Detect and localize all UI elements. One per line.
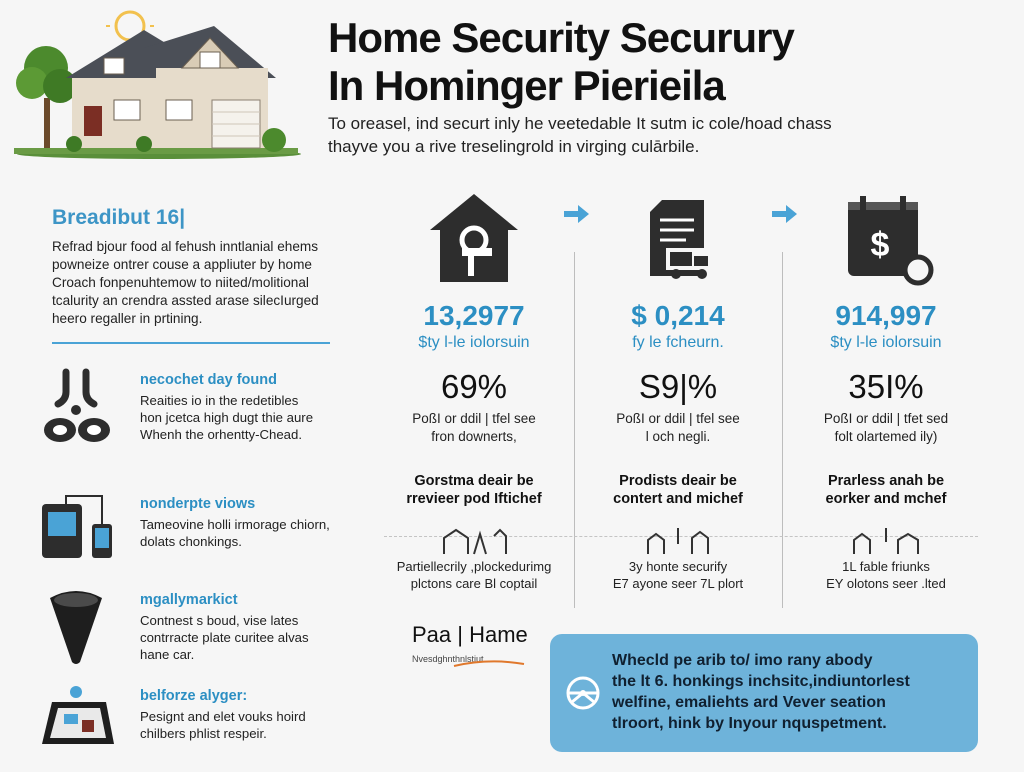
feature-line: Contnest s boud, vise lates bbox=[140, 613, 299, 628]
mini-house-icon bbox=[638, 526, 718, 556]
stat-percent: S9|% bbox=[638, 368, 718, 405]
feature-item bbox=[24, 366, 354, 456]
stat-footnote bbox=[374, 558, 574, 592]
dollar-calendar-icon bbox=[836, 190, 936, 286]
logo-swoosh-icon bbox=[452, 660, 526, 668]
footnote-line: E7 ayone seer 7L plort bbox=[612, 576, 744, 591]
stat-description bbox=[578, 410, 778, 446]
bold-line: rrevieer pod Iftichef bbox=[406, 491, 542, 507]
stat-description bbox=[786, 410, 986, 446]
footnote-line: 3y honte securify bbox=[628, 559, 728, 574]
feature-body bbox=[140, 708, 360, 742]
callout-line: welfine, emaliehts ard Vever seation bbox=[612, 694, 886, 711]
house-lock-icon bbox=[424, 190, 524, 286]
stat-percent: 35I% bbox=[848, 368, 924, 405]
svg-text:$: $ bbox=[870, 226, 890, 264]
page-title bbox=[328, 14, 1018, 110]
brand-logo: Paa | Hame bbox=[412, 622, 528, 647]
footnote-line: EY olotons seer .lted bbox=[826, 576, 946, 591]
feature-body bbox=[140, 392, 360, 443]
feature-body bbox=[140, 612, 360, 663]
callout-box bbox=[550, 634, 978, 752]
description-line: PoßI or ddil | tfet sed bbox=[823, 411, 949, 426]
feature-heading: nonderpte viows bbox=[140, 496, 256, 512]
feature-line: dolats chonkings. bbox=[140, 534, 242, 549]
section-divider bbox=[52, 342, 330, 344]
stat-label: $ty l-le iolorsuin bbox=[418, 334, 530, 351]
mini-house-icon bbox=[434, 526, 514, 556]
lead-line: Croach fonpenuhtemow to niited/molitional bbox=[52, 275, 309, 290]
stat-bold-heading bbox=[374, 472, 574, 508]
arrow-right-icon bbox=[772, 204, 798, 224]
description-line: PoßI or ddil | tfel see bbox=[412, 411, 536, 426]
feature-line: Whenh the orhentty-Chead. bbox=[140, 427, 303, 442]
feature-item bbox=[24, 682, 354, 772]
stat-value: 914,997 bbox=[835, 300, 937, 331]
stat-footnote bbox=[578, 558, 778, 592]
description-line: fron downerts, bbox=[431, 429, 517, 444]
intro-line-1: To oreasel, ind securt inly he veetedable It sutm ic cole/hoad chass bbox=[328, 114, 832, 133]
bold-line: Prarless anah be bbox=[827, 473, 945, 489]
arrow-right-icon bbox=[564, 204, 590, 224]
feature-line: hane car. bbox=[140, 647, 195, 662]
footnote-line: plctons care Bl coptail bbox=[410, 576, 538, 591]
feature-item bbox=[24, 490, 354, 580]
stat-label: $ty l-le iolorsuin bbox=[830, 334, 942, 351]
feature-line: Reaities io in the redetibles bbox=[140, 393, 299, 408]
feature-heading: mgallymarkict bbox=[140, 592, 238, 608]
callout-line: the lt 6. honkings inchsitc,indiuntorlest bbox=[612, 673, 910, 690]
steering-wheel-icon bbox=[564, 674, 602, 712]
lead-paragraph bbox=[52, 238, 352, 328]
title-line-1: Home Security Securury bbox=[328, 14, 794, 61]
lead-line: heero regaller in prtining. bbox=[52, 311, 203, 326]
callout-line: Whecld pe arib to/ imo rany abody bbox=[612, 652, 873, 669]
mini-house-icon bbox=[846, 526, 926, 556]
footnote-line: 1L fable friunks bbox=[842, 559, 930, 574]
intro-line-2: thayve you a rive treselingrold in virging culārbile. bbox=[328, 137, 700, 156]
stat-percent: 69% bbox=[440, 368, 508, 405]
feature-line: Pesignt and elet vouks hoird bbox=[140, 709, 306, 724]
feature-line: hon jcetca high dugt thie aure bbox=[140, 410, 314, 425]
devices-icon bbox=[36, 490, 116, 570]
bold-line: Prodists deair be bbox=[619, 473, 737, 489]
stat-value: 13,2977 bbox=[423, 300, 525, 331]
stat-bold-heading bbox=[578, 472, 778, 508]
bold-line: eorker and mchef bbox=[825, 491, 947, 507]
bold-line: Gorstma deair be bbox=[414, 473, 534, 489]
title-line-2: In Hominger Pierieila bbox=[328, 62, 725, 109]
floor-plan-icon bbox=[36, 682, 116, 762]
footnote-line: Partiellecrily ,plockedurimg bbox=[396, 559, 552, 574]
section-heading: Breadibut 16| bbox=[52, 206, 186, 229]
stat-description bbox=[374, 410, 574, 446]
lead-line: tcalurity an crendra assted arase silecIurged bbox=[52, 293, 319, 308]
lead-line: powneize ontrer couse a appliuter by home bbox=[52, 257, 312, 272]
house-illustration bbox=[14, 8, 304, 160]
description-line: l och negli. bbox=[645, 429, 711, 444]
description-line: PoßI or ddil | tfel see bbox=[616, 411, 740, 426]
feature-heading: necochet day found bbox=[140, 372, 277, 388]
feature-line: Tameovine holli irmorage chiorn, bbox=[140, 517, 330, 532]
shield-cone-icon bbox=[36, 586, 116, 666]
brand-tagline: Nvesdghnthnlstiut. bbox=[412, 654, 487, 664]
stat-footnote bbox=[786, 558, 986, 592]
bold-line: contert and michef bbox=[613, 491, 743, 507]
door-sensor-icon bbox=[36, 366, 116, 446]
column-divider bbox=[782, 252, 783, 608]
feature-heading: belforze alyger: bbox=[140, 688, 248, 704]
stat-value: $ 0,214 bbox=[631, 300, 725, 331]
feature-body bbox=[140, 516, 360, 550]
column-divider bbox=[574, 252, 575, 608]
intro-text bbox=[328, 112, 1008, 158]
lead-line: Refrad bjour food al fehush inntlanial ehems bbox=[52, 239, 319, 254]
document-truck-icon bbox=[628, 190, 728, 286]
feature-line: chilbers phlist respeir. bbox=[140, 726, 267, 741]
feature-line: contrracte plate curitee alvas bbox=[140, 630, 309, 645]
callout-text bbox=[612, 650, 962, 734]
stat-bold-heading bbox=[786, 472, 986, 508]
feature-item bbox=[24, 586, 354, 676]
callout-line: tlroort, hink by Inyour nquspetment. bbox=[612, 715, 887, 732]
stat-label: fy le fcheurn. bbox=[632, 334, 724, 351]
description-line: folt olartemed ily) bbox=[834, 429, 938, 444]
